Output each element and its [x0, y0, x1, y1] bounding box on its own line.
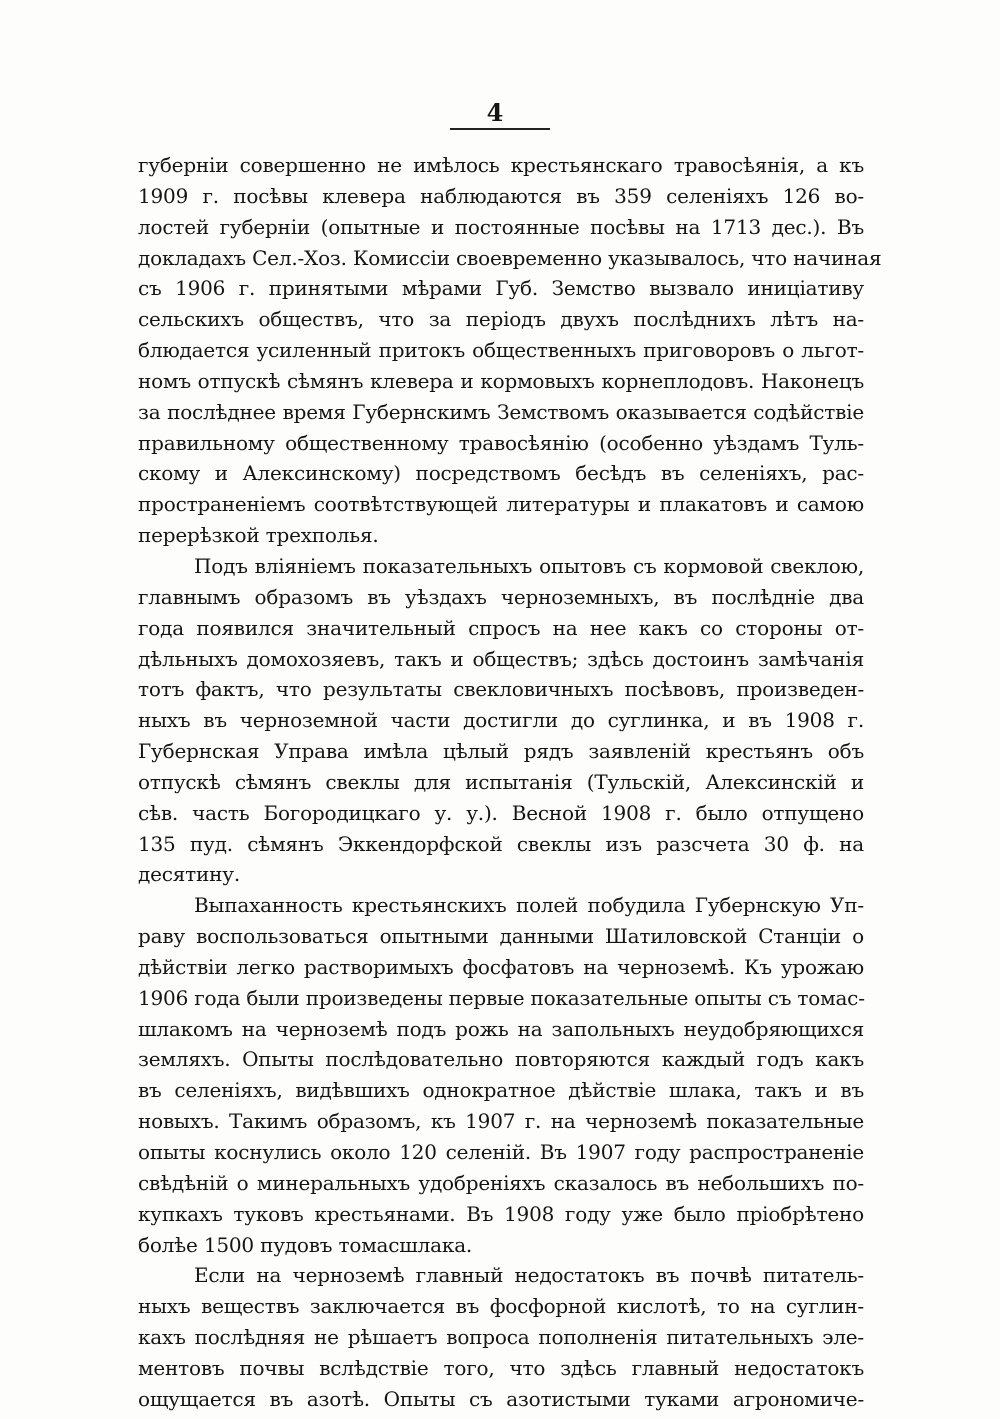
text-line: года появился значительный спросъ на нее какъ со стороны от- [138, 615, 864, 640]
body-text [138, 150, 882, 1415]
text-line: дѣйствіи легко растворимыхъ фосфатовъ на черноземѣ. Къ урожаю [138, 954, 864, 979]
text-line: лостей губерніи (опытные и постоянные посѣвы на 1713 дес.). Въ [138, 214, 864, 239]
text-line: болѣе 1500 пудовъ томасшлака. [138, 1232, 473, 1257]
text-line: скому и Алексинскому) посредствомъ бесѣдъ въ селеніяхъ, рас- [138, 461, 864, 486]
text-line: десятину. [138, 862, 241, 887]
text-line: сѣв. часть Богородицкаго у. у.). Весной 1908 г. было отпущено [138, 800, 864, 825]
text-line: ощущается въ азотѣ. Опыты съ азотистыми туками агрономиче- [138, 1386, 864, 1411]
text-line: кахъ послѣдняя не рѣшаетъ вопроса пополненія питательныхъ эле- [138, 1325, 864, 1350]
text-line: опыты коснулись около 120 селеній. Въ 1907 году распространеніе [138, 1140, 864, 1164]
text-line: ментовъ почвы вслѣдствіе того, что здѣсь главный недостатокъ [138, 1355, 864, 1380]
text-line: 1909 г. посѣвы клевера наблюдаются въ 359 селеніяхъ 126 во- [138, 183, 864, 208]
paragraph [138, 551, 864, 890]
text-line: съ 1906 г. принятыми мѣрами Губ. Земство вызвало иниціативу [138, 276, 864, 301]
paragraph [138, 150, 882, 551]
text-line: земляхъ. Опыты послѣдовательно повторяются каждый годъ какъ [138, 1047, 864, 1072]
text-line: пространеніемъ соотвѣтствующей литературы и плакатовъ и самою [138, 492, 864, 517]
text-line: блюдается усиленный притокъ общественныхъ приговоровъ о льгот- [138, 338, 864, 363]
text-line: за послѣднее время Губернскимъ Земствомъ оказывается содѣйствіе [138, 399, 864, 424]
page-number-underline [450, 128, 550, 130]
paragraph [138, 890, 864, 1260]
text-line: перерѣзкой трехполья. [138, 523, 379, 548]
text-line: свѣдѣній о минеральныхъ удобреніяхъ сказалось въ небольшихъ по- [138, 1170, 864, 1195]
text-line: купкахъ туковъ крестьянами. Въ 1908 году уже было пріобрѣтено [138, 1201, 864, 1226]
text-line: 135 пуд. сѣмянъ Эккендорфской свеклы изъ разсчета 30 ф. на [138, 831, 864, 856]
text-line: тотъ фактъ, что результаты свекловичныхъ посѣвовъ, произведен- [138, 677, 864, 702]
text-line: ныхъ веществъ заключается въ фосфорной кислотѣ, то на суглин- [138, 1294, 864, 1319]
text-line: въ селеніяхъ, видѣвшихъ однократное дѣйствіе шлака, такъ и въ [138, 1078, 864, 1103]
text-line: правильному общественному травосѣянію (особенно уѣздамъ Туль- [138, 430, 864, 455]
text-line: губерніи совершенно не имѣлось крестьянскаго травосѣянія, а къ [138, 153, 864, 177]
text-line: дѣльныхъ домохозяевъ, такъ и обществъ; здѣсь достоинъ замѣчанія [138, 646, 864, 671]
text-line: Губернская Управа имѣла цѣлый рядъ заявленій крестьянъ объ [138, 739, 864, 764]
text-line: сельскихъ обществъ, что за періодъ двухъ послѣднихъ лѣтъ на- [138, 307, 864, 332]
text-line: номъ отпускѣ сѣмянъ клевера и кормовыхъ корнеплодовъ. Наконецъ [138, 368, 864, 393]
text-line: новыхъ. Такимъ образомъ, къ 1907 г. на черноземѣ показательные [138, 1109, 864, 1134]
text-line: отпускѣ сѣмянъ свеклы для испытанія (Тульскій, Алексинскій и [138, 769, 864, 794]
text-line: 1906 года были произведены первые показательные опыты съ томас- [138, 985, 865, 1010]
text-line: Выпаханность крестьянскихъ полей побудила Губернскую Уп- [194, 893, 864, 918]
text-line: Подъ вліяніемъ показательныхъ опытовъ съ кормовой свеклою, [194, 553, 864, 578]
text-line: раву воспользоваться опытными данными Шатиловской Станціи о [138, 924, 864, 949]
text-line: главнымъ образомъ въ уѣздахъ черноземныхъ, въ послѣдніе два [138, 584, 864, 609]
page-number: 4 [486, 98, 504, 127]
text-line: докладахъ Сел.-Хоз. Комиссіи своевременно указывалось, что начиная [138, 245, 882, 270]
text-line: Если на черноземѣ главный недостатокъ въ почвѣ питатель- [194, 1263, 864, 1288]
text-line: ныхъ въ черноземной части достигли до суглинка, и въ 1908 г. [138, 708, 864, 733]
paragraph [138, 1260, 864, 1414]
text-line: шлакомъ на черноземѣ подъ рожь на запольныхъ неудобряющихся [138, 1016, 864, 1041]
